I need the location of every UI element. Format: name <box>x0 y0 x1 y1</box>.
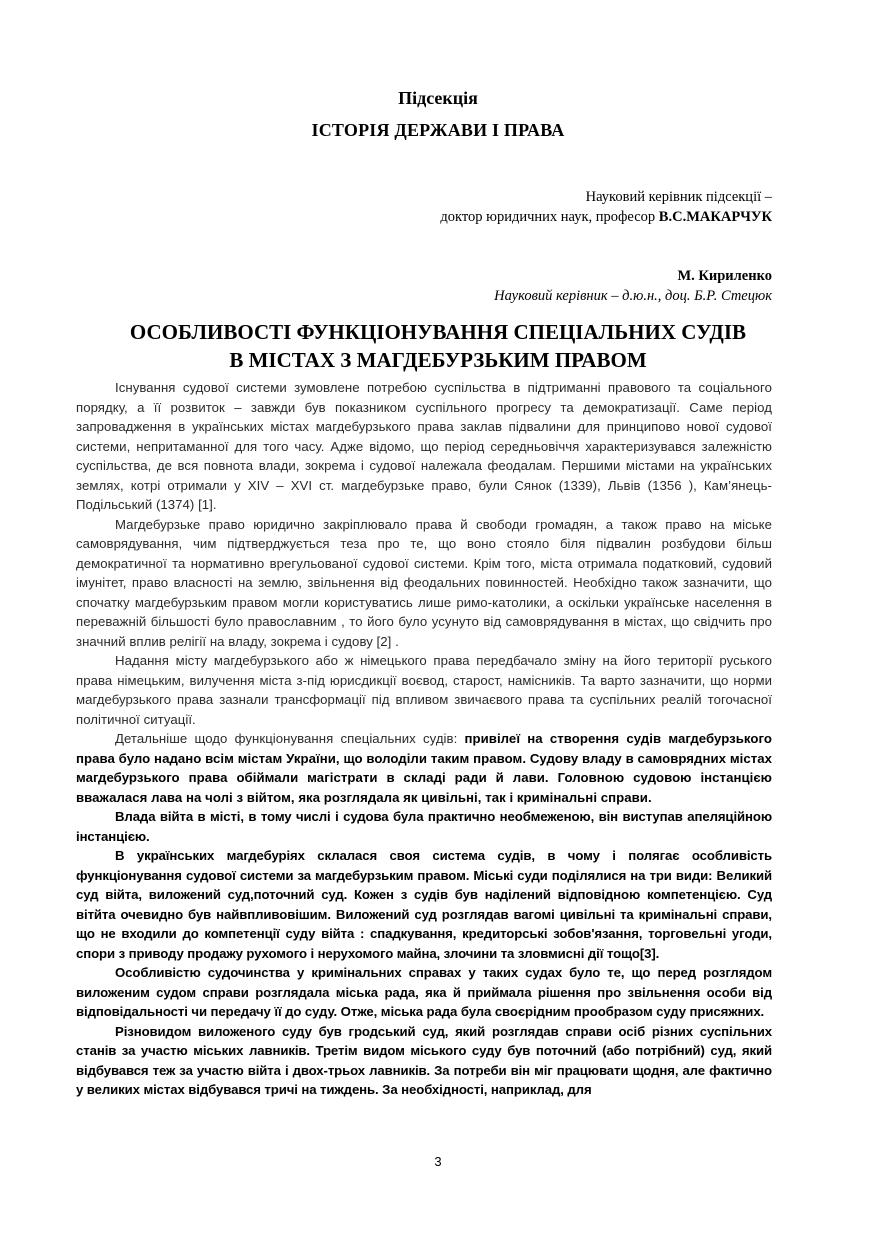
paper-title <box>0 318 876 374</box>
author-advisor: Науковий керівник – д.ю.н., доц. Б.Р. Стецюк <box>494 288 772 304</box>
paragraph-4-intro: Детальніше щодо функціонування спеціальних судів: <box>115 731 465 746</box>
section-title: ІСТОРІЯ ДЕРЖАВИ І ПРАВА <box>311 120 565 140</box>
paragraph-7: Особливістю судочинства у кримінальних справах у таких судах було те, що перед розглядом виложеним судом справи розглядала міська рада, яка й приймала рішення про звільнення особи від відповідальності чи передачу її до суду. Отже, міська рада була своєрідним прообразом суду присяжних. <box>76 965 772 1019</box>
supervisor-credentials <box>440 207 772 227</box>
section-supervisor <box>440 187 772 227</box>
author-name: М. Кириленко <box>677 268 772 284</box>
paragraph-4 <box>76 729 772 807</box>
paragraph-5: Влада війта в місті, в тому числі і судова була практично необмеженою, він виступав апеляційною інстанцією. <box>76 809 772 844</box>
paragraph-4-bold: привілеї на створення судів магдебурзького права було надано всім містам України, що володіли таким правом. Судову владу в самоврядних містах магдебурзького права обіймали магістрати в складі ради й лави. Головною судовою інстанцією вважалася лава на чолі з війтом, яка розглядала як цивільні, так і кримінальні справи. <box>76 731 772 805</box>
supervisor-degree: доктор юридичних наук, професор <box>440 209 656 225</box>
author-block <box>494 266 772 306</box>
supervisor-role: Науковий керівник підсекції – <box>585 189 772 205</box>
paper-title-line-1: ОСОБЛИВОСТІ ФУНКЦІОНУВАННЯ СПЕЦІАЛЬНИХ СУДІВ <box>129 320 747 344</box>
page-number: 3 <box>434 1154 442 1169</box>
paragraph-6: В українських магдебуріях склалася своя система судів, в чому і полягає особливість функціонування судової системи за магдебурзьким правом. Міські суди поділялися на три види: Великий суд війта, виложений суд,поточний суд. Кожен з судів був наділений відповідною компетенцією. Суд вітйта очевидно був найвпливовішим. Виложений суд розглядав вагомі цивільні та кримінальні справи, що не входили до компетенції суду війта : спадкування, кредиторські зобов'язання, торговельні угоди, спори з приводу продажу рухомого і нерухомого майна, злочини та зловмисні дії тощо[3]. <box>76 848 772 961</box>
section-label: Підсекція <box>398 88 478 108</box>
paper-title-line-2: В МІСТАХ З МАГДЕБУРЗЬКИМ ПРАВОМ <box>229 348 647 372</box>
article-body <box>76 378 772 1100</box>
supervisor-name: В.С.МАКАРЧУК <box>658 209 772 225</box>
paragraph-1: Існування судової системи зумовлене потребою суспільства в підтриманні правового та соціального порядку, а її розвиток – завжди був показником суспільного прогресу та демократизації. Саме період запровадження в українських містах магдебурзького права заклав підвалини для принципово нової судової системи, непритаманної для того часу. Адже відомо, що період середньовіччя характеризувався залежністю суспільства, де вся повнота влади, зокрема і судової належала феодалам. Першими містами на українських землях, котрі отримали у XIV – XVI ст. магдебурзьке право, були Сянок (1339), Львів (1356 ), Кам’янець-Подільський (1374) [1]. <box>76 380 772 512</box>
paragraph-8: Різновидом виложеного суду був гродський суд, який розглядав справи осіб різних суспільних станів за участю міських лавників. Третім видом міського суду був поточний (або потрібний) суд, який відбувався теж за участю війта і двох-трьох лавників. За потреби він міг працювати щодня, але фактично у великих містах відбувався тричі на тиждень. За необхідності, наприклад, для <box>76 1023 772 1097</box>
paragraph-3: Надання місту магдебурзького або ж німецького права передбачало зміну на його території руського права німецьким, вилучення міста з-під юрисдикції воєвод, старост, намісників. Та варто зазначити, що норми магдебурзького права зазнали трансформації під впливом звичаєвого права та суспільних реалій тогочасної політичної ситуації. <box>76 653 772 727</box>
paragraph-2: Магдебурзьке право юридично закріплювало права й свободи громадян, а також право на міське самоврядування, чим підтверджується теза про те, що воно стояло біля підвалин розбудови більш демократичної та нормативно врегульованої судової системи. Крім того, міста отримала податковий, судовий імунітет, право власності на землю, звільнення від феодальних повинностей. Необхідно також зазначити, що спочатку магдебурзьким правом могли користуватись лише римо-католики, а оскільки українське населення в переважній більшості було православним , то його було усунуто від самоврядування в містах, що свідчить про значний вплив релігії на владу, зокрема і судову [2] . <box>76 516 772 649</box>
